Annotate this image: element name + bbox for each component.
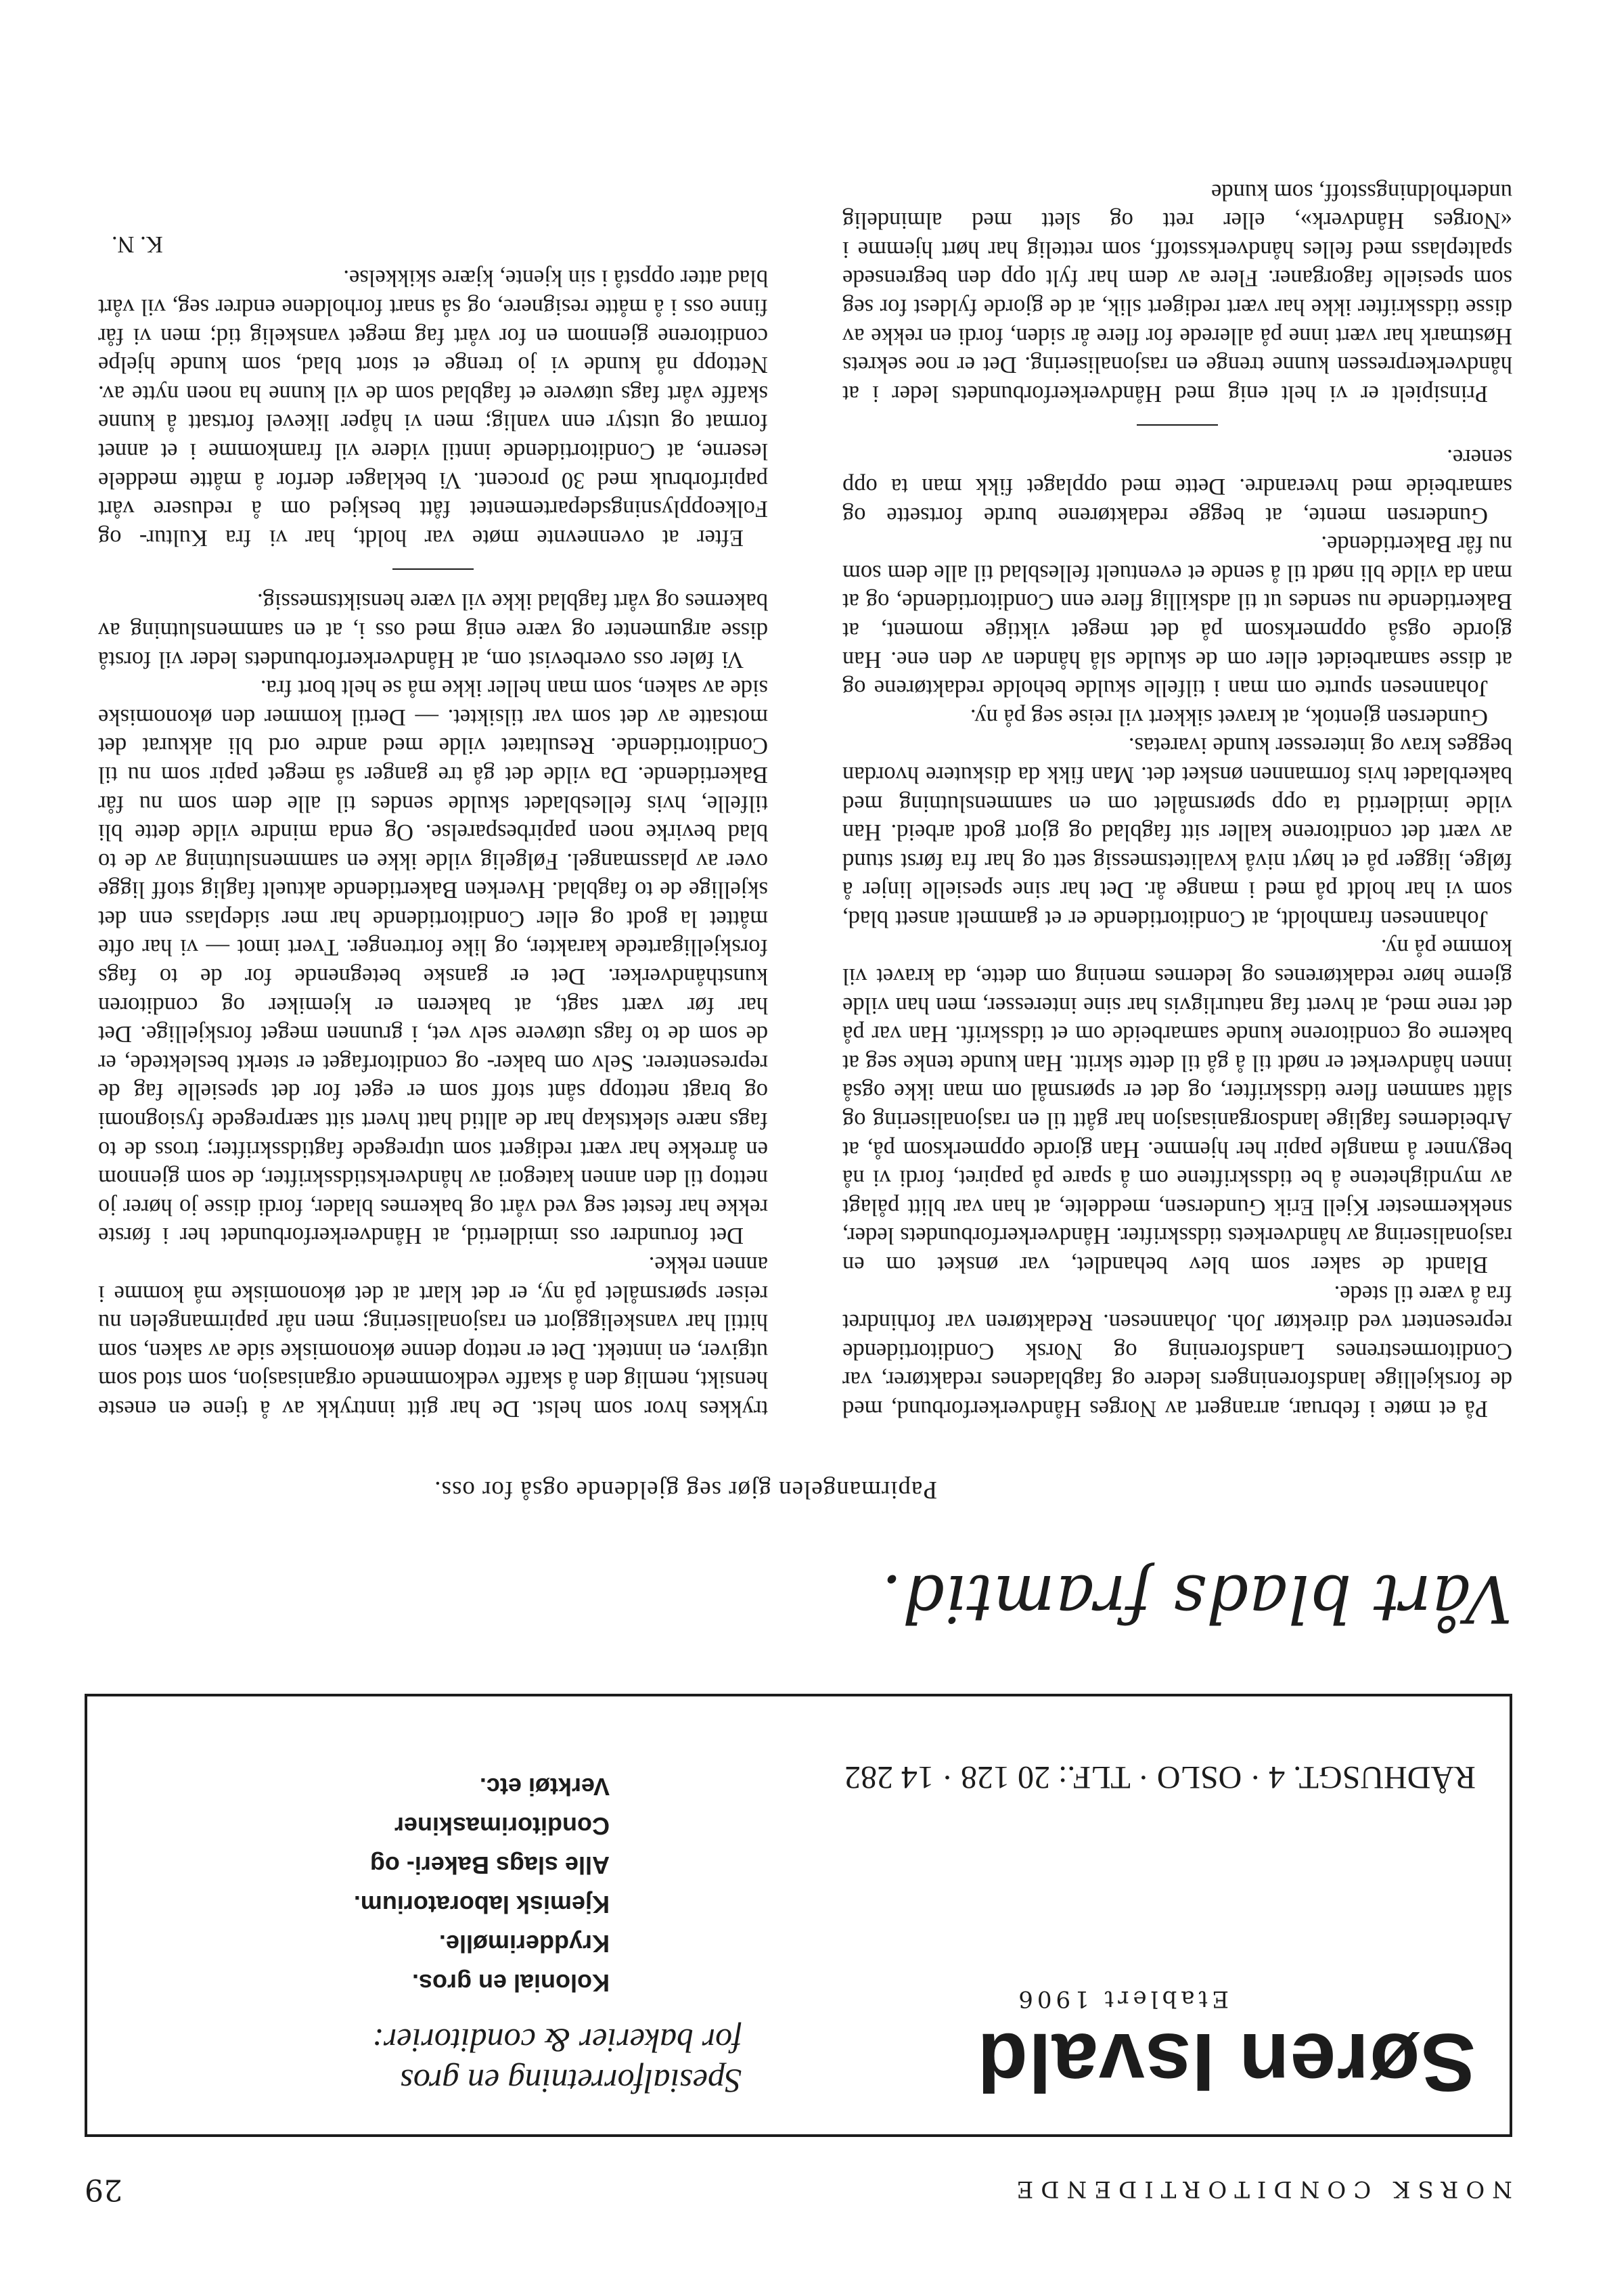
section-divider	[392, 568, 474, 570]
running-title: NORSK CONDITORTIDENDE	[1009, 2176, 1512, 2203]
ad-address: RÅDHUSGT. 4 · OSLO · TLF.: 20 128 · 14 282	[844, 1759, 1476, 1795]
ad-product-item: Krydderimølle.	[438, 1930, 610, 1958]
article-paragraph: Johannesen spurte om man i tilfelle skulde beholde redaktørene og at disse samarbeidet eller om de skulde slå hånden av den ene. Han gjorde også oppmerksom på det meget viktige moment, at Bakertidende nu sendes ut til adskillig flere enn Conditortidende, og at man da vilde bli nødt til å sende et eventuelt fellesblad til alle dem som nu får Bakertidende.	[842, 531, 1512, 702]
article-paragraph: Gundersen mente, at begge redaktørene burde fortsette og samarbeide med hverandre. Dette med opplaget fikk man ta opp senere.	[842, 445, 1512, 528]
article-paragraph: Johannesen framholdt, at Conditortidende er et gammelt ansett blad, som vi har holdt på med i mange år. Det har sine spesielle linjer å følge, ligger på et høyt nivå kvalitetsmessig sett og har fra først stund av vært det conditorene kaller sitt fagblad og gjort godt arbeid. Han vilde imidlertid ta opp spørsmålet om en sammenslutning med bakerbladet hvis formannen ønsket det. Man fikk da diskutere hvordan begges krav og interesser kunde ivaretas.	[842, 733, 1512, 932]
article-paragraph: Efter at ovennevnte møte var holdt, har vi fra Kultur- og Folkeopplysningsdepartementet fått beskjed om å redusere vårt papirforbruk med 30 procent. Vi beklager derfor å måtte meddele leserne, at Conditortidende inntil videre vil framkomme i et annet format og utstyr enn vanlig; men vi håper likevel fortsatt å kunne skaffe vårt fags utøvere et fagblad som de vil kunne ha noen nytte av. Nettopp nå kunde vi jo trenge et stort blad, som kunde hjelpe conditorene gjennom en for vårt fag meget vanskelig tid; men vi får finne oss i å måtte resignere, og så snart forholdene endrer seg, vil vårt blad atter oppstå i sin kjente, kjære skikkelse.	[98, 265, 768, 551]
page-header	[85, 2161, 1512, 2208]
article-paragraph: Gundersen gjentok, at kravet sikkert vil reise seg på ny.	[970, 704, 1488, 730]
ad-tagline-line-2: for bakerier & conditorier:	[372, 2022, 742, 2060]
advertisement-box	[85, 1694, 1512, 2137]
ad-tagline	[133, 2021, 742, 2102]
ad-established: Etablert 1906	[1014, 1985, 1229, 2012]
page-number: 29	[85, 2172, 122, 2207]
ad-product-item: Kolonial en gros.	[411, 1969, 610, 1997]
section-divider	[1137, 424, 1218, 426]
article-signature: K. N.	[112, 231, 163, 257]
ad-tagline-line-1: Spesialforretning en gros	[400, 2063, 742, 2100]
article-column-left	[842, 177, 1512, 1423]
ad-product-list	[136, 1767, 610, 2002]
article-subtitle: Papirmangelen gjør seg gjeldende også for oss.	[434, 1476, 937, 1504]
ad-product-item: Kjemisk laboratorium.	[353, 1891, 610, 1918]
article-paragraph: Prinsipielt er vi helt enig med Håndverkerforbundets leder i at håndverkerpressen kunne trenge en rasjonalisering. Det er noe sekrets Høstmark har vært inne på allerede for flere år siden, fordi en rekke av disse tidsskrifter ikke har vært redigert slik, at de gjorde fyldest for seg som spesielle fagorganer. Flere av dem har fylt opp den begrensede spalteplass med felles håndverksstoff, som rettelig har hørt hjemme i «Norges Håndverk», eller rett og slett med almindelig underholdningsstoff, som kunde	[842, 179, 1512, 407]
ad-product-item: Conditorimaskiner	[394, 1812, 610, 1840]
article-column-right	[98, 229, 768, 1423]
ad-product-item: Verktøi etc.	[479, 1773, 610, 1801]
ad-brand-name: Søren Isvald	[976, 2017, 1476, 2109]
article-paragraph: Blandt de saker som blev behandlet, var ønsket om en rasjonalisering av håndverkets tidsskrifter. Håndverkerforbundets leder, snekkermester Kjell Erik Gundersen, meddelte, at han var blitt pålagt av myndighetene å be tidsskriftene om å spare på papiret, fordi vi nå begynner å mangle papir her hjemme. Han gjorde oppmerksom på, at Arbeidernes faglige landsorganisasjon har gått til en rasjonalisering og slått sammen flere tidsskrifter, og det er spørsmål om man ikke også innen håndverket er nødt til å gå til dette skritt. Han kunde tenke seg at bakerne og conditorene kunde samarbeide om et tidsskrift. Han var på det rene med, at hvert fag naturligvis har sine interesser, men han vilde gjerne høre redaktørenes og ledernes mening om dette, da kravet vil komme på ny.	[842, 935, 1512, 1278]
ad-product-item: Alle slags Bakeri- og	[369, 1851, 610, 1879]
article-paragraph: trykkes hvor som helst. De har gitt inntrykk av å tjene en eneste hensikt, nemlig den å skaffe vedkommende organisasjon, som stod som utgiver, en inntekt. Det er nettop denne økonomiske side av saken, som hittil har vanskeliggjort en rasjonalisering; men når papirmangelen nu reiser spørsmålet på ny, er det klart at det økonomiske må komme i annen rekke.	[98, 1252, 768, 1422]
article-paragraph: Det forundrer oss imidlertid, at Håndverkerforbundet her i første rekke har festet seg ved vårt og bakernes blader, fordi disse jo hører jo nettop til den annen kategori av håndverkstidsskrifter, de som gjennom en årrekke har vært redigert som utpregede fagtidsskrifter; tross de to fags nære slektskap har de alltid hatt hvert sitt særpregede fysiognomi og bragt nettopp sånt stoff som er eget for det spesielle fag de representerer. Selv om baker- og conditorfaget er sterkt beslektede, er de som de to fags utøvere selv vet, i grunnen meget forskjellige. Det har før vært sagt, at bakeren er kjemiker og conditoren kunsthåndverker. Det er ganske betegnende for de to fags forskjelligartede karakter, og like fortrenger. Tvert imot — vi har ofte måttet la godt og eller Conditortidende har mer sideplass enn det skjellige de to fagblad. Hverken Bakertidende aktuelt faglig stoff ligge over av plassmangel. Følgelig vilde ikke en sammenslutning av de to blad bevirke noen papirbesparelse. Og enda mindre vilde dette bli tilfelle, hvis fellesbladet skulde sendes til alle dem som nu får Bakertidende. Da vilde det gå tre ganger så meget papir som nu til Conditortidende. Resultatet vilde med andre ord bli akkurat det motsatte av det som var tilsiktet. — Dertil kommer den økonomiske side av saken, som man heller ikke må se helt bort fra.	[98, 675, 768, 1249]
article-paragraph: Vi føler oss overbevist om, at Håndverkerforbundets leder vil forstå disse argumenter og være enig med oss i, at en sammenslutning av bakernes og vårt fagblad ikke vil være hensiktsmessig.	[98, 589, 768, 673]
article-title: Vårt blads framtid.	[880, 1560, 1512, 1636]
article-paragraph: På et møte i februar, arrangert av Norges Håndverkerforbund, med de forskjellige landsforeningers ledere og fagbladenes redaktører, var Conditormestrenes Landsforening og Norsk Conditortidende representert ved direktør Joh. Johannesen. Redaktøren var forhindret fra å være til stede.	[842, 1280, 1512, 1422]
